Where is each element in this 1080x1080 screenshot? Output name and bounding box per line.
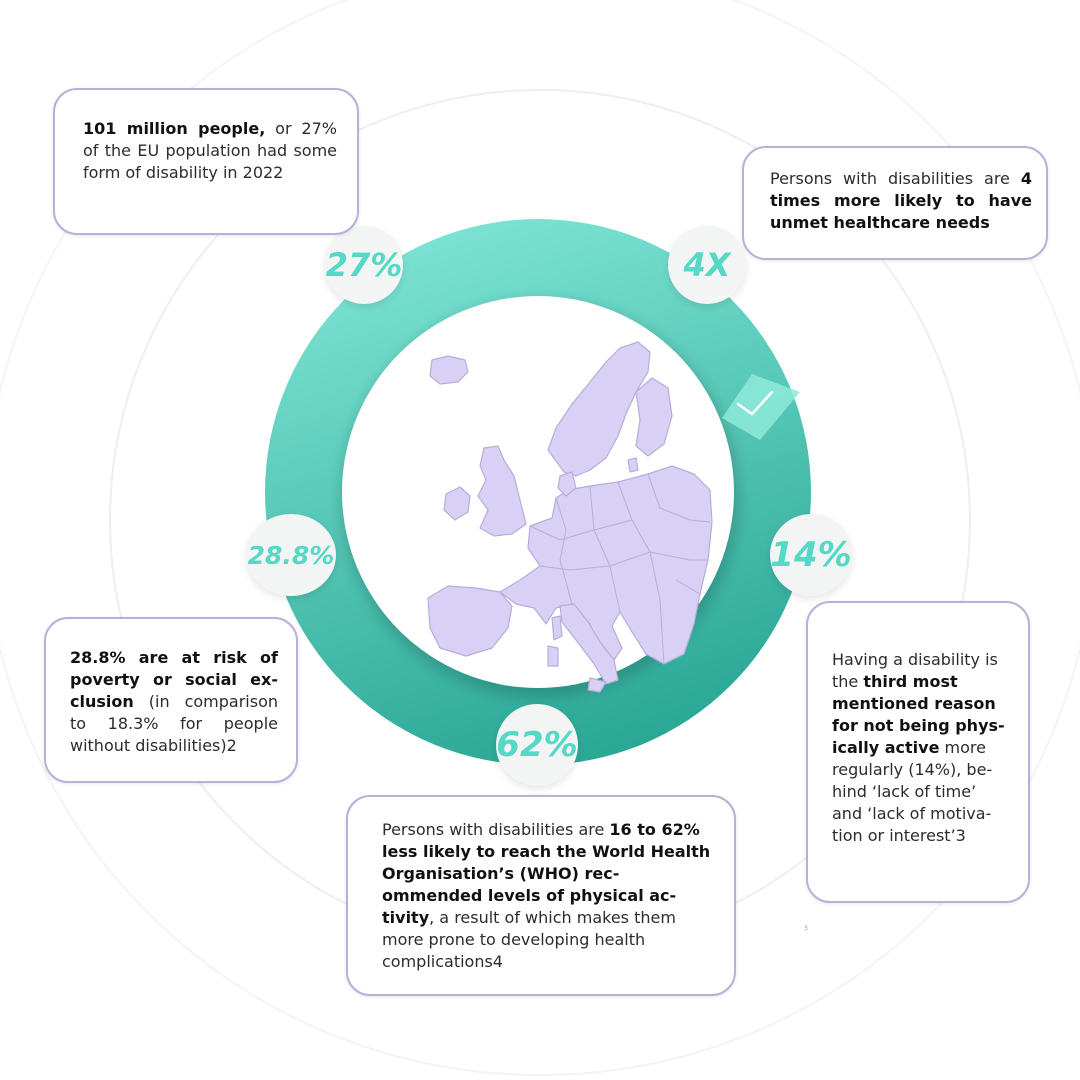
- stat-62-text: [382, 819, 714, 973]
- stat-box-62: [346, 795, 736, 996]
- stat-62-rest-2: , a result of which makes them more prone to developing health complications4: [382, 908, 676, 971]
- stat-28-8-bold: 28.8% are at risk of poverty or social ex-clusion: [70, 648, 278, 711]
- stat-27-rest: or 27% of the EU population had some form of disability in 2022: [83, 119, 337, 182]
- stat-box-28-8: [44, 617, 298, 783]
- stat-4x-rest: Persons with disabilities are: [770, 169, 1021, 188]
- stat-62-rest-1: Persons with disabilities are: [382, 820, 610, 839]
- badge-4x-text: 4X: [683, 246, 731, 284]
- stat-box-27: [53, 88, 359, 235]
- footnote-number: 3: [804, 925, 808, 932]
- badge-27-text: 27%: [325, 246, 403, 284]
- stat-14-rest-2: more regularly (14%), be-hind ‘lack of time’ and ‘lack of motiva-tion or interest’3: [832, 738, 993, 845]
- stat-14-bold: third most mentioned reason for not being phys-ically active: [832, 672, 1005, 757]
- badge-27: [325, 226, 403, 304]
- stat-28-8-rest: (in comparison to 18.3% for people without disabilities)2: [70, 692, 278, 755]
- badge-28-8-text: 28.8%: [247, 540, 335, 570]
- stat-box-14: [806, 601, 1030, 903]
- stat-28-8-text: [70, 647, 278, 757]
- stat-4x-bold: 4 times more likely to have unmet healthcare needs: [770, 169, 1032, 232]
- badge-4x: [668, 226, 746, 304]
- badge-28-8: [246, 514, 336, 596]
- stat-14-rest-1: Having a disability is the: [832, 650, 998, 691]
- badge-14-text: 14%: [770, 535, 852, 575]
- stat-27-text: [83, 118, 337, 184]
- badge-14: [770, 514, 852, 596]
- stat-62-bold: 16 to 62% less likely to reach the World Health Organisation’s (WHO) rec-ommended levels of physical ac-tivity: [382, 820, 711, 927]
- stat-box-4x: [742, 146, 1048, 260]
- badge-62: [496, 704, 578, 786]
- badge-62-text: 62%: [496, 725, 578, 765]
- stat-4x-text: [770, 168, 1032, 234]
- stat-27-bold: 101 million people,: [83, 119, 266, 138]
- stat-14-text: [832, 649, 1006, 847]
